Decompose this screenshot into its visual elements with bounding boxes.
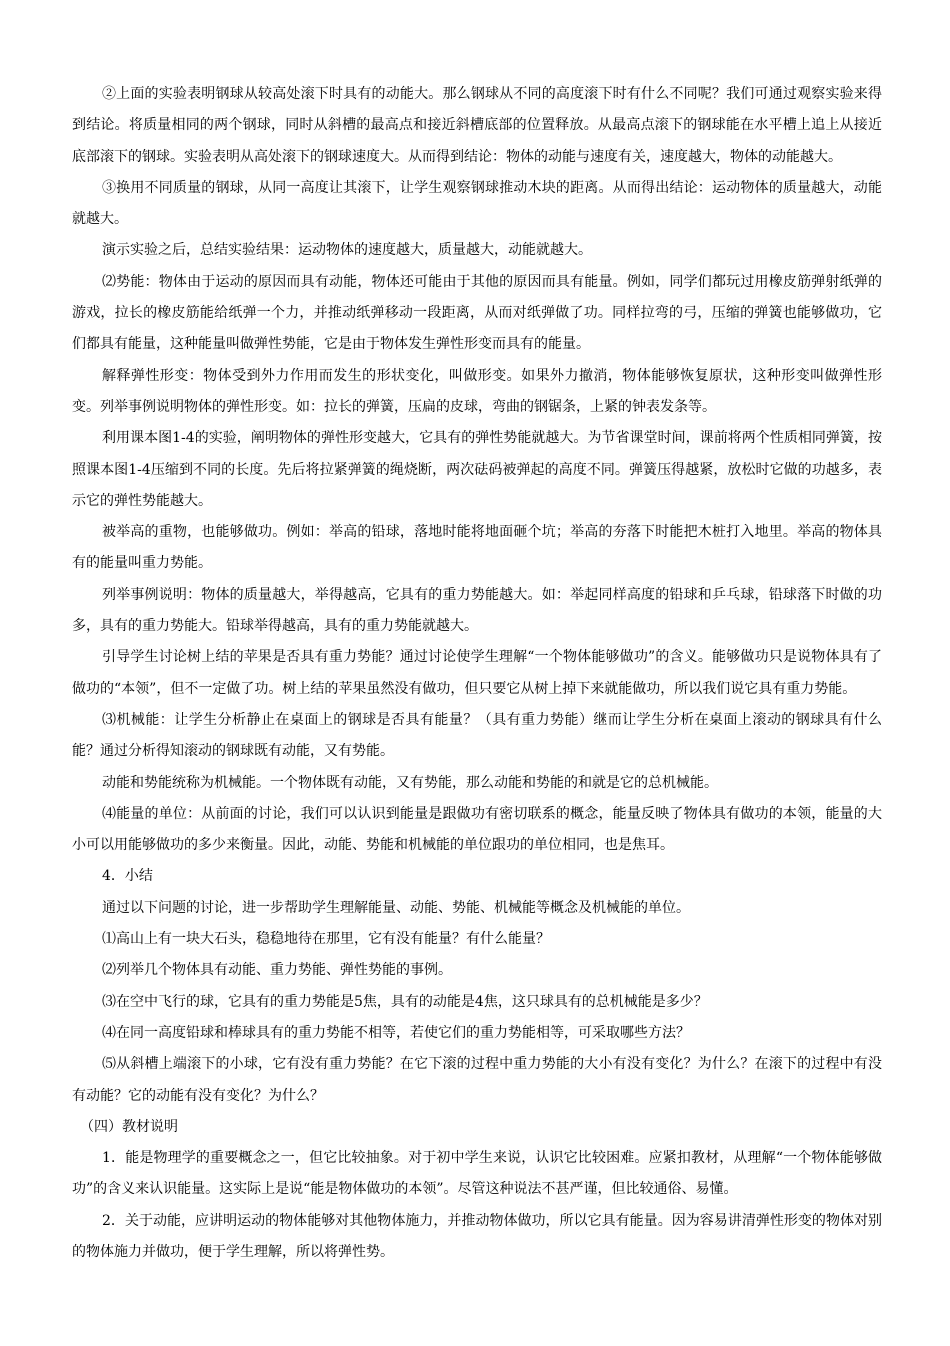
section-heading-summary: 4．小结: [102, 868, 153, 885]
paragraph-figure-1-4: 利用课本图1-4的实验，阐明物体的弹性形变越大，它具有的弹性势能就越大。为节省课堂时间，课前将两个性质相同弹簧，按照课本图1-4压缩到不同的长度。先后将拉紧弹簧的绳烧断，两次砝码被弹起的高度不同。弹簧压得越紧，放松时它做的功越多，表示它的弹性势能越大。: [72, 430, 882, 509]
paragraph-gravity-examples: 列举事例说明：物体的质量越大，举得越高，它具有的重力势能越大。如：举起同样高度的铅球和乒乓球，铅球落下时做的功多，具有的重力势能大。铅球举得越高，具有的重力势能就越大。: [72, 586, 882, 635]
note-1: 1．能是物理学的重要概念之一，但它比较抽象。对于初中学生来说，认识它比较困难。应紧扣教材，从理解“一个物体能够做功”的含义来认识能量。这实际上是说“能是物体做功的本领”。尽管这种说法不甚严谨，但比较通俗、易懂。: [72, 1150, 882, 1198]
section-heading-textbook-notes: （四）教材说明: [80, 1118, 178, 1135]
paragraph-energy-unit: ⑷能量的单位：从前面的讨论，我们可以认识到能量是跟做功有密切联系的概念，能量反映了物体具有做功的本领，能量的大小可以用能够做功的多少来衡量。因此，动能、势能和机械能的单位跟功的单位相同，也是焦耳。: [72, 805, 882, 854]
question-2: ⑵列举几个物体具有动能、重力势能、弹性势能的事例。: [102, 962, 452, 979]
paragraph-kinetic-energy-height: ②上面的实验表明钢球从较高处滚下时具有的动能大。那么钢球从不同的高度滚下时有什么不同呢？我们可通过观察实验来得到结论。将质量相同的两个钢球，同时从斜槽的最高点和接近斜槽底部的位置释放。从最高点滚下的钢球能在水平槽上追上从接近底部滚下的钢球。实验表明从高处滚下的钢球速度大。从而得到结论：物体的动能与速度有关，速度越大，物体的动能越大。: [72, 86, 882, 165]
paragraph-apple-discussion: 引导学生讨论树上结的苹果是否具有重力势能？通过讨论使学生理解“一个物体能够做功”的含义。能够做功只是说物体具有了做功的“本领”，但不一定做了功。树上结的苹果虽然没有做功，但只要它从树上掉下来就能做功，所以我们说它具有重力势能。: [72, 649, 882, 697]
paragraph-experiment-summary: 演示实验之后，总结实验结果：运动物体的速度越大，质量越大，动能就越大。: [102, 242, 592, 259]
paragraph-mechanical-energy: ⑶机械能：让学生分析静止在桌面上的钢球是否具有能量？（具有重力势能）继而让学生分析在桌面上滚动的钢球具有什么能？通过分析得知滚动的钢球既有动能，又有势能。: [72, 711, 882, 760]
document-body: [72, 79, 882, 1268]
question-3: ⑶在空中飞行的球，它具有的重力势能是5焦，具有的动能是4焦，这只球具有的总机械能是多少？: [102, 993, 708, 1010]
question-5: ⑸从斜槽上端滚下的小球，它有没有重力势能？在它下滚的过程中重力势能的大小有没有变化？为什么？在滚下的过程中有没有动能？它的动能有没有变化？为什么？: [72, 1056, 882, 1104]
paragraph-elastic-deformation: 解释弹性形变：物体受到外力作用而发生的形状变化，叫做形变。如果外力撤消，物体能够恢复原状，这种形变叫做弹性形变。列举事例说明物体的弹性形变。如：拉长的弹簧，压扁的皮球，弯曲的钢锯条，上紧的钟表发条等。: [72, 367, 882, 415]
question-1: ⑴高山上有一块大石头，稳稳地待在那里，它有没有能量？有什么能量？: [102, 931, 550, 948]
paragraph-mechanical-definition: 动能和势能统称为机械能。一个物体既有动能，又有势能，那么动能和势能的和就是它的总机械能。: [102, 774, 718, 791]
paragraph-summary-intro: 通过以下问题的讨论，进一步帮助学生理解能量、动能、势能、机械能等概念及机械能的单位。: [102, 899, 690, 916]
note-2: 2．关于动能，应讲明运动的物体能够对其他物体施力，并推动物体做功，所以它具有能量。因为容易讲清弹性形变的物体对别的物体施力并做功，便于学生理解，所以将弹性势。: [72, 1212, 882, 1260]
paragraph-potential-energy: ⑵势能：物体由于运动的原因而具有动能，物体还可能由于其他的原因而具有能量。例如，同学们都玩过用橡皮筋弹射纸弹的游戏，拉长的橡皮筋能给纸弹一个力，并推动纸弹移动一段距离，从而对纸弹做了功。同样拉弯的弓，压缩的弹簧也能够做功，它们都具有能量，这种能量叫做弹性势能，它是由于物体发生弹性形变而具有的能量。: [72, 273, 882, 353]
paragraph-kinetic-energy-mass: ③换用不同质量的钢球，从同一高度让其滚下，让学生观察钢球推动木块的距离。从而得出结论：运动物体的质量越大，动能就越大。: [72, 179, 882, 228]
paragraph-gravitational-potential: 被举高的重物，也能够做功。例如：举高的铅球，落地时能将地面砸个坑；举高的夯落下时能把木桩打入地里。举高的物体具有的能量叫重力势能。: [72, 524, 882, 572]
question-4: ⑷在同一高度铅球和棒球具有的重力势能不相等，若使它们的重力势能相等，可采取哪些方法？: [102, 1024, 690, 1041]
